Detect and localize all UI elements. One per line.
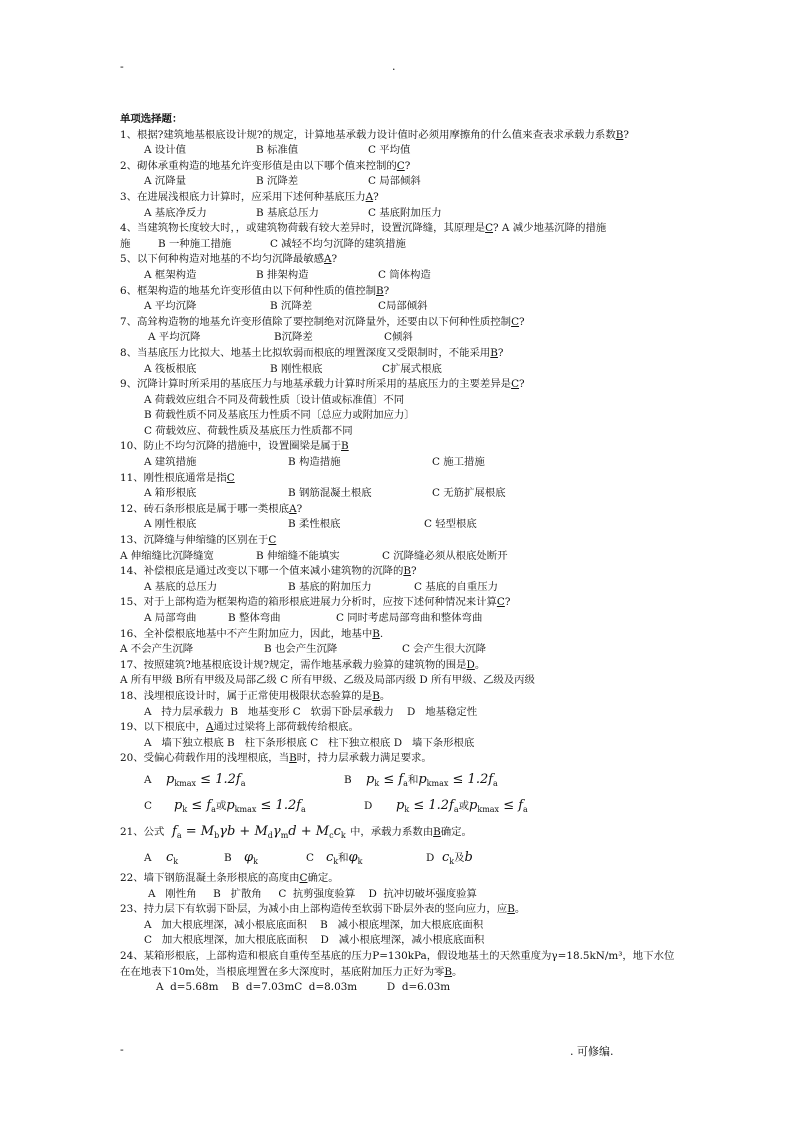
option-label: A (144, 851, 152, 864)
option-23cd: C 加大根底埋深，加大根底底面积 D 减小根底埋深，减小根底底面积 (144, 934, 485, 947)
question-18: 18、浅埋根底设计时，属于正常使用极限状态验算的是B。 (120, 689, 391, 702)
symbol-a: $c_k$ (166, 849, 179, 866)
answer: C (396, 159, 405, 172)
answer: C (268, 534, 277, 547)
question-5: 5、以下何种构造对地基的不均匀沉降最敏感A? (120, 253, 338, 266)
options-2: A 沉降量 B 沉降差 C 局部倾斜 (144, 175, 421, 188)
answer: C (496, 596, 505, 609)
question-4: 4、当建筑物长度较大时，，或建筑物荷载有较大差异时，设置沉降缝，其原理是C? A 减少地基沉降的措施 (120, 222, 607, 235)
header-right-mark: . (392, 60, 396, 73)
question-9: 9、沉降计算时所采用的基底压力与地基承载力计算时所采用的基底压力的主要差异是C? (120, 378, 525, 391)
option-label: C (306, 851, 314, 864)
options-6: A 平均沉降 B 沉降差 C局部倾斜 (144, 300, 428, 313)
answer: A (289, 502, 297, 515)
question-14: 14、补偿根底是通过改变以下哪一个值来减小建筑物的沉降的B? (120, 565, 417, 578)
options-20-ab (120, 767, 680, 793)
question-16: 16、全补偿根底地基中不产生附加应力，因此，地基中B. (120, 627, 384, 640)
option-label: B (344, 773, 352, 786)
question-10: 10、防止不均匀沉降的措施中，设置圈梁是属于B (120, 440, 349, 453)
answer: B (341, 440, 349, 453)
formula-b: $p_k \le f_a$和$p_{kmax} \le 1.2f_a$ (366, 771, 498, 788)
question-2: 2、砌体承重构造的地基允许变形值是由以下哪个值来控制的C? (120, 159, 411, 172)
question-1: 1、根据?建筑地基根底设计规?的规定，计算地基承载力设计值时必须用摩擦角的什么值来查表求承载力系数B? (120, 128, 629, 141)
footer-right-note: . 可修编. (570, 1045, 614, 1058)
options-7: A 平均沉降 B沉降差 C倾斜 (148, 331, 413, 344)
options-15: A 局部弯曲 B 整体弯曲 C 同时考虑局部弯曲和整体弯曲 (144, 612, 483, 624)
options-13: A 伸缩缝比沉降缝宽 B 伸缩缝不能填实 C 沉降缝必须从根底处断开 (120, 549, 508, 562)
question-12: 12、砖石条形根底是属于哪一类根底A? (120, 502, 303, 515)
formula-a: $p_{kmax} \le 1.2f_a$ (166, 771, 246, 788)
header-left-mark: - (120, 60, 124, 73)
answer: B (375, 284, 384, 297)
option-23ab: A 加大根底埋深，减小根底底面积 B 减小根底埋深，加大根底底面积 (144, 918, 484, 931)
options-20-cd (120, 793, 680, 819)
options-12: A 刚性根底 B 柔性根底 C 轻型根底 (144, 518, 477, 531)
answer: B (490, 346, 498, 359)
answer: B (403, 565, 412, 578)
answer: B (507, 903, 515, 916)
option-label: D (426, 851, 435, 864)
options-16: A 不会产生沉降 B 也会产生沉降 C 会产生很大沉降 (120, 643, 486, 656)
answer: B (433, 825, 441, 838)
question-8: 8、当基底压力比拟大、地基土比拟软弱而根底的埋置深度又受限制时，不能采用B? (120, 346, 504, 359)
option-label: A (144, 773, 152, 786)
question-15: 15、对于上部构造为框架构造的箱形根底进展力分析时，应按下述何种情况来计算C? (120, 596, 511, 609)
formula-d: $p_k \le 1.2f_a$或$p_{kmax} \le f_a$ (396, 797, 528, 814)
answer: C (226, 471, 235, 484)
question-19: 19、以下根底中，A通过过梁将上部荷载传给根底。 (120, 721, 359, 734)
document-body (120, 112, 680, 996)
answer: A (205, 721, 214, 734)
question-11: 11、刚性根底通常是指C (120, 471, 235, 484)
options-8: A 筏板根底 B 刚性根底 C扩展式根底 (144, 362, 442, 375)
question-3: 3、在进展浅根底力计算时，应采用下述何种基底压力A? (120, 190, 379, 203)
option-label: C (144, 799, 152, 812)
options-21 (120, 845, 680, 871)
options-18: A 持力层承载力 B 地基变形 C 软弱下卧层承载力 D 地基稳定性 (144, 705, 478, 718)
question-17: 17、按照建筑?地基根底设计规?规定，需作地基承载力验算的建筑物的围是D。 (120, 658, 486, 671)
answer: B (372, 627, 380, 640)
question-20: 20、受偏心荷载作用的浅埋根底，当B时，持力层承载力满足要求。 (120, 752, 432, 765)
answer: B (289, 752, 297, 765)
options-3: A 基底净反力 B 基底总压力 C 基底附加压力 (144, 206, 442, 219)
answer: C (299, 871, 308, 884)
formula-c: $p_k \le f_a$或$p_{kmax} \le 1.2f_a$ (174, 797, 306, 814)
answer: A (365, 190, 374, 203)
options-24: A d=5.68m B d=7.03mC d=8.03m D d=6.03m (156, 981, 451, 994)
symbol-d: $c_k$及b (442, 849, 473, 866)
question-24: 24、某箱形根底，上部构造和根底自重传至基底的压力P=130kPa，假设地基土的天然重度为γ=18.5kN/m³，地下水位在在地表下10m处，当根底埋置在多大深度时，基底附加压力正好为零B。 (120, 949, 675, 978)
options-22: A 刚性角 B 扩散角 C 抗剪强度验算 D 抗冲切破坏强度验算 (148, 887, 477, 900)
options-17: A 所有甲级 B所有甲级及局部乙级 C 所有甲级、乙级及局部丙级 D 所有甲级、乙级及丙级 (120, 674, 535, 687)
option-label: D (364, 799, 373, 812)
answer: C (511, 315, 520, 328)
section-title: 单项选择题： (120, 113, 183, 125)
answer: B (444, 965, 453, 978)
footer-left-mark: - (120, 1043, 124, 1056)
options-5: A 框架构造 B 排架构造 C 筒体构造 (144, 268, 431, 281)
question-7: 7、高耸构造物的地基允许变形值除了要控制绝对沉降量外，还要由以下何种性质控制C? (120, 315, 525, 328)
options-19: A 墙下独立根底 B 柱下条形根底 C 柱下独立根底 D 墙下条形根底 (144, 736, 475, 749)
answer: B (372, 689, 380, 702)
symbol-b: $\varphi_k$ (244, 849, 258, 866)
option-label: B (224, 851, 232, 864)
answer: B (615, 128, 624, 141)
options-10: A 建筑措施 B 构造措施 C 施工措施 (144, 456, 485, 469)
symbol-c: $c_k$和$\varphi_k$ (326, 849, 363, 866)
question-6: 6、框架构造的地基允许变形值由以下何种性质的值控制B? (120, 284, 390, 297)
question-13: 13、沉降缝与伸缩缝的区别在于C (120, 534, 277, 547)
options-4: 施 B 一种施工措施 C 减轻不均匀沉降的建筑措施 (120, 237, 406, 250)
options-1: A 设计值 B 标准值 C 平均值 (144, 144, 411, 157)
option-9b: B 荷载性质不同及基底压力性质不同〔总应力或附加应力〕 (144, 409, 415, 422)
bearing-capacity-formula: $f_a = M_b\gamma b + M_d\gamma_md + M_cc_k$ (172, 823, 346, 840)
answer: C (511, 378, 520, 391)
question-23: 23、持力层下有软弱下卧层，为减小由上部构造传至软弱下卧层外表的竖向应力，应B。 (120, 903, 526, 916)
option-9c: C 荷载效应、荷载性质及基底压力性质都不同 (144, 424, 353, 437)
question-21: 21、公式 $f_a = M_b\gamma b + M_d\gamma_md + M_cc_k$ 中，承载力系数由B确定。 (120, 819, 680, 845)
answer: C (485, 222, 494, 235)
option-9a: A 荷载效应组合不同及荷载性质〔设计值或标准值〕不同 (144, 393, 405, 406)
question-22: 22、墙下钢筋混凝土条形根底的高度由C确定。 (120, 871, 339, 884)
options-14: A 基底的总压力 B 基底的附加压力 C 基底的自重压力 (144, 580, 498, 593)
answer: A (324, 253, 332, 266)
answer: D (466, 658, 475, 671)
options-11: A 箱形根底 B 钢筋混凝土根底 C 无筋扩展根底 (144, 487, 506, 500)
